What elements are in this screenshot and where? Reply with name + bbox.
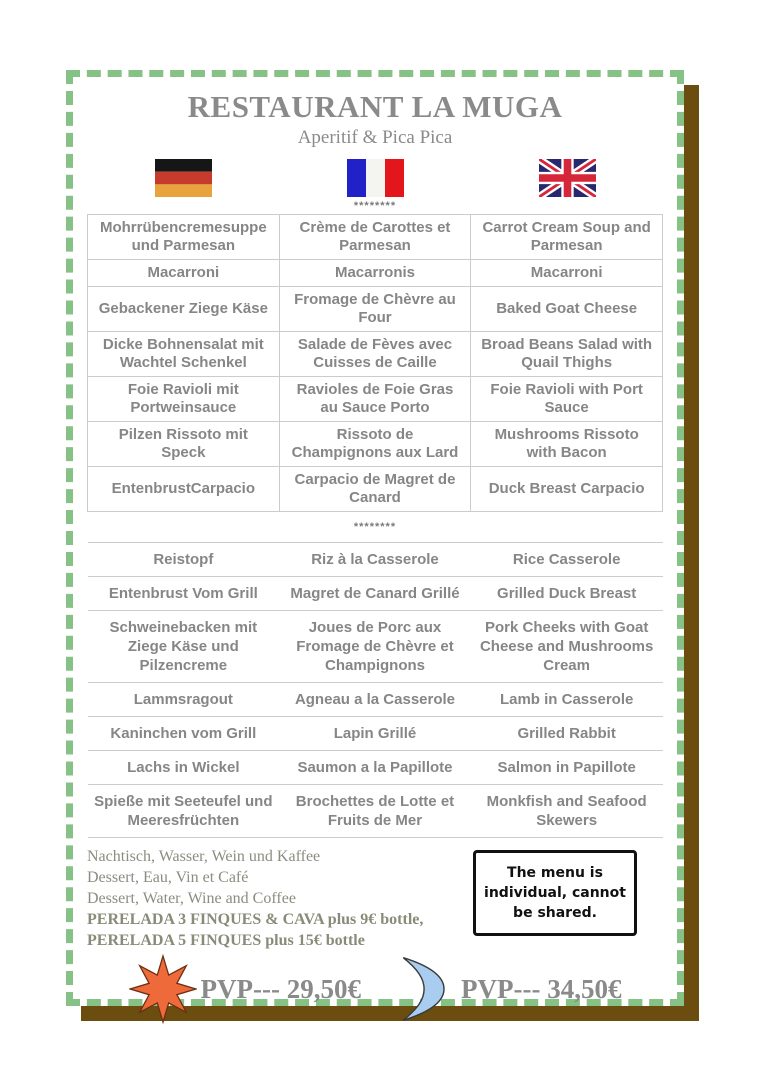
menu-cell-english: Monkfish and Seafood Skewers: [471, 785, 663, 838]
menu-cell-german: Spieße mit Seeteufel und Meeresfrüchten: [88, 785, 280, 838]
menu-row: [88, 332, 663, 377]
menu-cell-english: Lamb in Casserole: [471, 683, 663, 717]
menu-cell-english: Mushrooms Rissoto with Bacon: [471, 422, 663, 467]
menu-cell-french: Agneau a la Casserole: [279, 683, 471, 717]
menu-cell-german: Pilzen Rissoto mit Speck: [88, 422, 280, 467]
menu-row: [88, 611, 663, 683]
menu-cell-french: Rissoto de Champignons aux Lard: [279, 422, 471, 467]
footer-line-french: Dessert, Eau, Vin et Café: [87, 869, 249, 886]
menu-cell-german: Kaninchen vom Grill: [88, 717, 280, 751]
asterisk-separator-mid: ********: [88, 512, 663, 543]
footer-wine-line-1: PERELADA 3 FINQUES & CAVA plus 9€ bottle,: [87, 911, 424, 928]
page-title: RESTAURANT LA MUGA: [187, 89, 563, 124]
menu-row: [88, 717, 663, 751]
menu-row: [88, 287, 663, 332]
note-box: The menu is individual, cannot be shared.: [473, 850, 637, 936]
german-flag-icon: [155, 159, 212, 197]
menu-cell-french: Macarronis: [279, 260, 471, 287]
menu-cell-english: Broad Beans Salad with Quail Thighs: [471, 332, 663, 377]
menu-cell-german: Foie Ravioli mit Portweinsauce: [88, 377, 280, 422]
moon-icon: [395, 953, 457, 1025]
menu-cell-french: Salade de Fèves avec Cuisses de Caille: [279, 332, 471, 377]
menu-cell-french: Saumon a la Papillote: [279, 751, 471, 785]
menu-section-1: [88, 215, 663, 512]
uk-flag-icon: [539, 159, 596, 197]
footer-line-german: Nachtisch, Wasser, Wein und Kaffee: [87, 848, 321, 865]
flags-row: [87, 159, 663, 197]
menu-row: [88, 577, 663, 611]
uk-flag-cell: [471, 159, 663, 197]
menu-row: [88, 215, 663, 260]
menu-cell-english: Macarroni: [471, 260, 663, 287]
menu-row: [88, 377, 663, 422]
menu-cell-english: Foie Ravioli with Port Sauce: [471, 377, 663, 422]
menu-cell-german: Macarroni: [88, 260, 280, 287]
footer: [87, 846, 663, 951]
menu-table: [87, 214, 663, 838]
menu-cell-german: Gebackener Ziege Käse: [88, 287, 280, 332]
star-icon: [129, 953, 197, 1025]
menu-cell-german: Entenbrust Vom Grill: [88, 577, 280, 611]
menu-cell-french: Ravioles de Foie Gras au Sauce Porto: [279, 377, 471, 422]
menu-page: [66, 70, 684, 1006]
menu-cell-french: Joues de Porc aux Fromage de Chèvre et Champignons: [279, 611, 471, 683]
menu-cell-german: Reistopf: [88, 543, 280, 577]
menu-row: [88, 467, 663, 512]
menu-cell-french: Brochettes de Lotte et Fruits de Mer: [279, 785, 471, 838]
menu-row: [88, 683, 663, 717]
menu-row: [88, 260, 663, 287]
french-flag-icon: [347, 159, 404, 197]
menu-cell-english: Duck Breast Carpacio: [471, 467, 663, 512]
menu-row: [88, 543, 663, 577]
menu-cell-french: Lapin Grillé: [279, 717, 471, 751]
asterisk-separator-row: [88, 512, 663, 543]
footer-text: [87, 846, 473, 951]
menu-cell-english: Rice Casserole: [471, 543, 663, 577]
menu-cell-english: Carrot Cream Soup and Parmesan: [471, 215, 663, 260]
menu-cell-german: Lammsragout: [88, 683, 280, 717]
menu-cell-english: Grilled Rabbit: [471, 717, 663, 751]
menu-section-2: [88, 543, 663, 838]
menu-cell-german: Lachs in Wickel: [88, 751, 280, 785]
menu-cell-german: EntenbrustCarpacio: [88, 467, 280, 512]
menu-separator-body: [88, 512, 663, 543]
menu-cell-english: Grilled Duck Breast: [471, 577, 663, 611]
footer-line-english: Dessert, Water, Wine and Coffee: [87, 890, 296, 907]
menu-cell-german: Dicke Bohnensalat mit Wachtel Schenkel: [88, 332, 280, 377]
menu-row: [88, 751, 663, 785]
menu-cell-english: Pork Cheeks with Goat Cheese and Mushrooms Cream: [471, 611, 663, 683]
french-flag-cell: [279, 159, 471, 197]
menu-cell-french: Riz à la Casserole: [279, 543, 471, 577]
menu-cell-french: Carpacio de Magret de Canard: [279, 467, 471, 512]
price-label-menu-1: PVP--- 29,50€: [200, 973, 361, 1004]
footer-wine-line-2: PERELADA 5 FINQUES plus 15€ bottle: [87, 932, 365, 949]
menu-cell-french: Crème de Carottes et Parmesan: [279, 215, 471, 260]
menu-row: [88, 422, 663, 467]
price-row: [87, 953, 663, 1025]
page-subtitle: Aperitif & Pica Pica: [297, 127, 453, 148]
menu-cell-english: Salmon in Papillote: [471, 751, 663, 785]
menu-cell-german: Mohrrübencremesuppe und Parmesan: [88, 215, 280, 260]
asterisk-separator-top: ********: [353, 200, 397, 212]
menu-cell-german: Schweinebacken mit Ziege Käse und Pilzencreme: [88, 611, 280, 683]
german-flag-cell: [87, 159, 279, 197]
menu-cell-french: Magret de Canard Grillé: [279, 577, 471, 611]
menu-cell-english: Baked Goat Cheese: [471, 287, 663, 332]
menu-cell-french: Fromage de Chèvre au Four: [279, 287, 471, 332]
price-label-menu-2: PVP--- 34,50€: [461, 973, 622, 1004]
menu-row: [88, 785, 663, 838]
